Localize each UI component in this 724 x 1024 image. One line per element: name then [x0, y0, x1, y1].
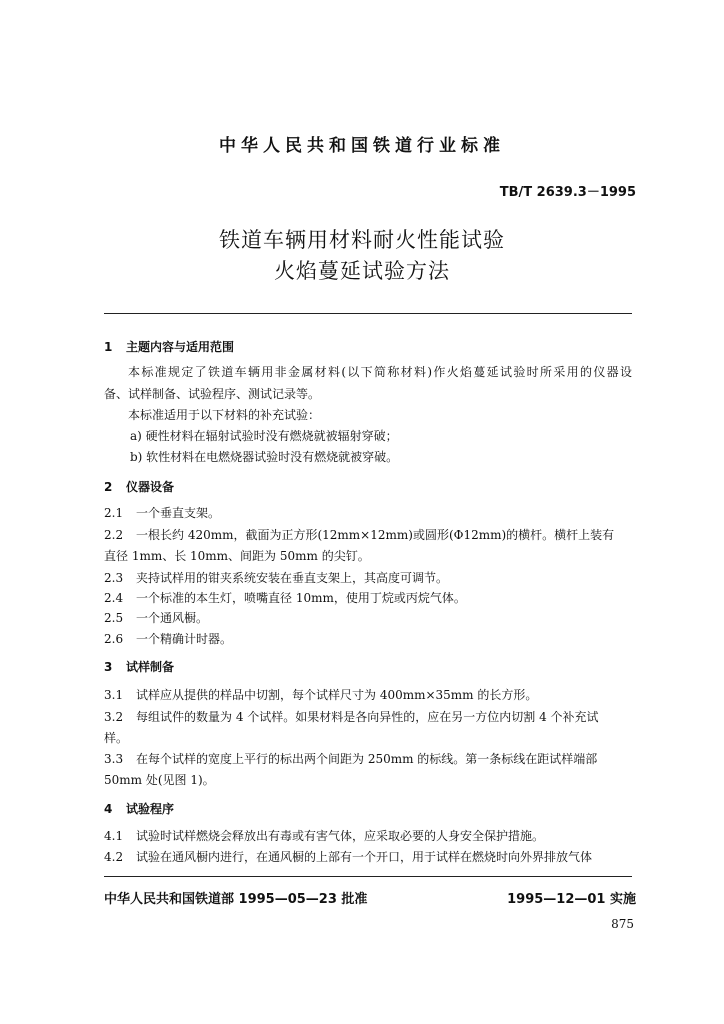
document-title-line1: 铁道车辆用材料耐火性能试验 [219, 228, 505, 252]
clause-3-1 [104, 686, 537, 703]
document-title-line2: 火焰蔓延试验方法 [274, 259, 450, 283]
paragraph-continuation: 备、试样制备、试验程序、测试记录等。 [104, 387, 321, 401]
clause-number: 4.1 [104, 829, 124, 843]
section-title: 试样制备 [126, 660, 175, 674]
section-1-heading [104, 338, 234, 355]
clause-number: 2.6 [104, 632, 124, 646]
clause-3-3 [104, 750, 597, 767]
title-divider [104, 313, 632, 314]
clause-number: 4.2 [104, 850, 124, 864]
clause-number: 3.2 [104, 710, 124, 724]
clause-number: 3.1 [104, 688, 124, 702]
paragraph: 本标准规定了铁道车辆用非金属材料(以下简称材料)作火焰蔓延试验时所采用的仪器设 [128, 365, 632, 379]
standard-code: TB/T 2639.3－1995 [499, 185, 636, 200]
clause-2-1 [104, 504, 220, 521]
clause-number: 2.5 [104, 611, 124, 625]
clause-text: 一个标准的本生灯，喷嘴直径 10mm，使用丁烷或丙烷气体。 [136, 591, 466, 605]
clause-number: 2.4 [104, 591, 124, 605]
clause-text: 一个垂直支架。 [136, 506, 221, 520]
section-number: 3 [104, 660, 113, 674]
section-title: 试验程序 [126, 802, 175, 816]
clause-text: 一个精确计时器。 [136, 632, 233, 646]
clause-3-2-continuation: 样。 [104, 731, 129, 745]
section-number: 2 [104, 480, 113, 494]
list-item: b) 软性材料在电燃烧器试验时没有燃烧就被穿破。 [130, 450, 399, 464]
clause-2-6 [104, 630, 232, 647]
clause-text: 一根长约 420mm，截面为正方形(12mm×12mm)或圆形(Φ12mm)的横杆。横杆上装有 [136, 528, 615, 542]
clause-2-2-continuation: 直径 1mm、长 10mm、间距为 50mm 的尖钉。 [104, 549, 370, 563]
section-4-heading [104, 800, 174, 817]
clause-4-1 [104, 827, 544, 844]
clause-number: 3.3 [104, 752, 124, 766]
clause-2-5 [104, 609, 208, 626]
clause-text: 试验时试样燃烧会释放出有毒或有害气体，应采取必要的人身安全保护措施。 [136, 829, 545, 843]
section-title: 主题内容与适用范围 [126, 340, 235, 354]
clause-3-2 [104, 708, 599, 725]
clause-4-2 [104, 848, 592, 865]
page-number: 875 [611, 917, 634, 931]
list-item: a) 硬性材料在辐射试验时没有燃烧就被辐射穿破； [130, 429, 398, 443]
section-title: 仪器设备 [126, 480, 175, 494]
footer-divider [104, 876, 632, 877]
implementation-date: 1995—12—01 实施 [507, 892, 636, 907]
section-2-heading [104, 478, 174, 495]
paragraph: 本标准适用于以下材料的补充试验： [128, 408, 321, 422]
clause-text: 试样应从提供的样品中切割，每个试样尺寸为 400mm×35mm 的长方形。 [136, 688, 538, 702]
clause-number: 2.2 [104, 528, 124, 542]
section-3-heading [104, 658, 174, 675]
section-number: 1 [104, 340, 113, 354]
clause-text: 每组试件的数量为 4 个试样。如果材料是各向异性的，应在另一方位内切割 4 个补充试 [136, 710, 599, 724]
clause-3-3-continuation: 50mm 处(见图 1)。 [104, 773, 215, 787]
section-number: 4 [104, 802, 113, 816]
clause-number: 2.1 [104, 506, 124, 520]
clause-text: 一个通风橱。 [136, 611, 209, 625]
clause-text: 在每个试样的宽度上平行的标出两个间距为 250mm 的标线。第一条标线在距试样端部 [136, 752, 598, 766]
approval-statement: 中华人民共和国铁道部 1995—05—23 批准 [104, 892, 368, 907]
clause-text: 夹持试样用的钳夹系统安装在垂直支架上，其高度可调节。 [136, 571, 449, 585]
clause-text: 试验在通风橱内进行，在通风橱的上部有一个开口，用于试样在燃烧时向外界排放气体 [136, 850, 593, 864]
clause-2-3 [104, 569, 448, 586]
clause-2-2 [104, 526, 614, 543]
clause-2-4 [104, 589, 466, 606]
standard-issuer: 中华人民共和国铁道行业标准 [219, 136, 505, 156]
clause-number: 2.3 [104, 571, 124, 585]
